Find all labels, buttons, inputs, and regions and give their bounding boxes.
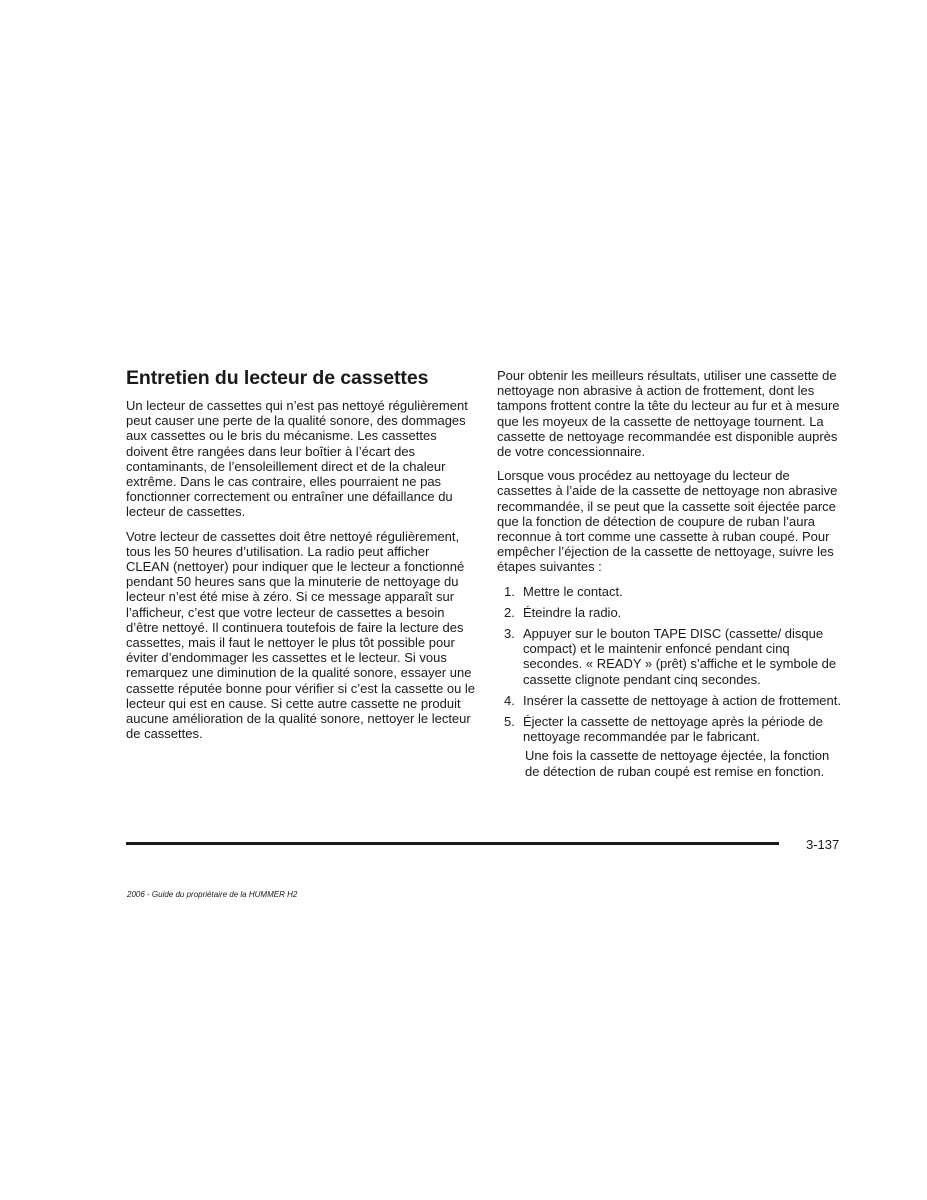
step-item bbox=[497, 605, 847, 620]
ejection-paragraph: Lorsque vous procédez au nettoyage du lecteur de cassettes à l’aide de la cassette de nettoyage non abrasive recommandée, il se peut que la cassette soit éjectée parce que la fonction de détection de coupure de ruban l’aura reconnue à tort comme une cassette à ruban coupé. Pour empêcher l’éjection de la cassette de nettoyage, suivre les étapes suivantes : bbox=[497, 468, 838, 575]
intro-paragraph: Un lecteur de cassettes qui n’est pas nettoyé régulièrement peut causer une perte de la qualité sonore, des dommages aux cassettes ou le bris du mécanisme. Les cassettes doivent être rangées dans leur boîtier à l’écart des contaminants, de l’ensoleillement direct et de la chaleur extrême. Dans le cas contraire, elles pourraient ne pas fonctionner correctement ou entraîner une défaillance du lecteur de cassettes. bbox=[126, 398, 468, 520]
step-item bbox=[497, 714, 847, 744]
footer-rule bbox=[126, 842, 779, 845]
step-note: Une fois la cassette de nettoyage éjectée, la fonction de détection de ruban coupé est remise en fonction. bbox=[525, 748, 830, 779]
page-number: 3-137 bbox=[806, 837, 840, 852]
step-text: Mettre le contact. bbox=[523, 583, 623, 599]
left-column bbox=[126, 366, 476, 750]
step-text: Éjecter la cassette de nettoyage après la période de nettoyage recommandée par le fabricant. bbox=[523, 714, 823, 745]
step-number: 1. bbox=[504, 583, 515, 599]
step-number: 3. bbox=[504, 626, 515, 642]
step-item bbox=[497, 626, 847, 687]
step-item bbox=[497, 584, 847, 599]
section-title: Entretien du lecteur de cassettes bbox=[126, 367, 429, 389]
step-text: Appuyer sur le bouton TAPE DISC (cassette/ disque compact) et le maintenir enfoncé pendant cinq secondes. « READY » (prêt) s’affiche et le symbole de cassette clignote pendant cinq secondes. bbox=[523, 626, 837, 687]
step-number: 5. bbox=[504, 714, 515, 730]
best-results-paragraph: Pour obtenir les meilleurs résultats, utiliser une cassette de nettoyage non abrasive à action de frottement, dont les tampons frottent contre la tête du lecteur au fur et à mesure que les moyeux de la cassette de nettoyage tournent. La cassette de nettoyage recommandée est disponible auprès de votre concessionnaire. bbox=[497, 368, 840, 460]
right-column bbox=[497, 368, 847, 779]
steps-list bbox=[497, 584, 847, 745]
step-item bbox=[497, 693, 847, 708]
step-number: 2. bbox=[504, 604, 515, 620]
step-number: 4. bbox=[504, 692, 515, 708]
cleaning-interval-paragraph: Votre lecteur de cassettes doit être nettoyé régulièrement, tous les 50 heures d’utilisation. La radio peut afficher CLEAN (nettoyer) pour indiquer que le lecteur a fonctionné pendant 50 heures sans que la minuterie de nettoyage du lecteur n’est été mise à zéro. Si ce message apparaît sur l’afficheur, c’est que votre lecteur de cassettes a besoin d’être nettoyé. Il continuera toutefois de faire la lecture des cassettes, mais il faut le nettoyer le plus tôt possible pour éviter d’endommager les cassettes et le lecteur. Si vous remarquez une diminution de la qualité sonore, essayer une cassette réputée bonne pour vérifier si c’est la cassette ou le lecteur qui est en cause. Si cette autre cassette ne produit aucune amélioration de la qualité sonore, nettoyer le lecteur de cassettes. bbox=[126, 528, 476, 742]
step-text: Éteindre la radio. bbox=[523, 604, 622, 620]
step-text: Insérer la cassette de nettoyage à action de frottement. bbox=[523, 692, 841, 708]
footer-text: 2006 - Guide du propriétaire de la HUMMER H2 bbox=[127, 890, 298, 899]
